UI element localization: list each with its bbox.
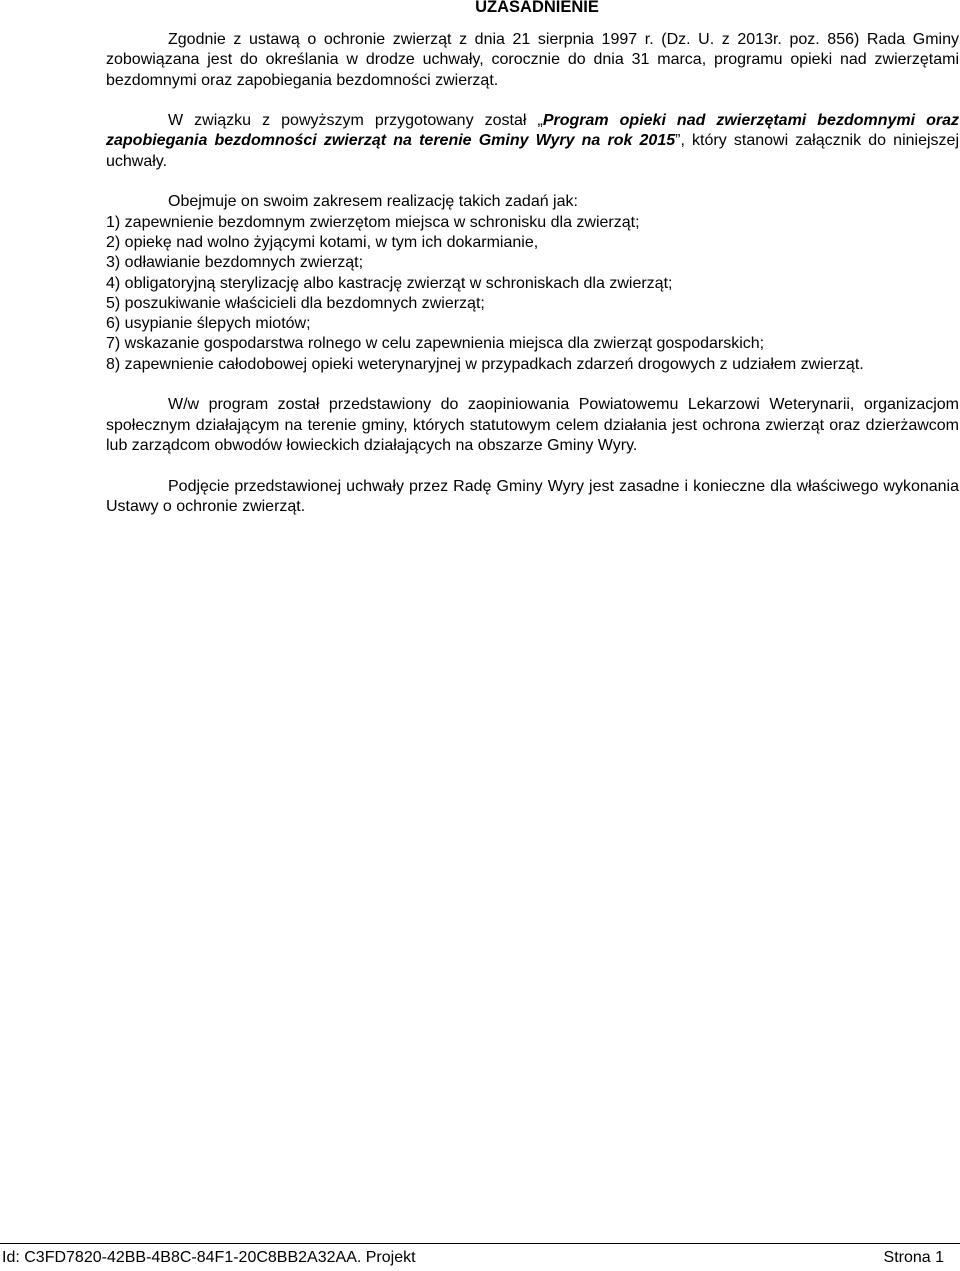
list-item: 3) odławianie bezdomnych zwierząt;	[106, 254, 364, 272]
page-number: Strona 1	[883, 1249, 944, 1266]
program-name: Program opieki nad zwierzętami bezdomnymi oraz zapobiegania bezdomności zwierząt na terenie Gminy Wyry na rok 2015	[106, 112, 960, 150]
paragraph-justification: Podjęcie przedstawionej uchwały przez Radę Gminy Wyry jest zasadne i konieczne dla właściwego wykonania Ustawy o ochronie zwierząt.	[106, 477, 959, 515]
paragraph-program-prepared-lead: W związku z powyższym przygotowany został „	[168, 112, 543, 130]
paragraph-legal-basis: Zgodnie z ustawą o ochronie zwierząt z dnia 21 sierpnia 1997 r. (Dz. U. z 2013r. poz. 856) Rada Gminy zobowiązana jest do określania w drodze uchwały, corocznie do dnia 31 marca, programu opieki nad zwierzętami bezdomnymi oraz zapobiegania bezdomności zwierząt.	[106, 31, 959, 89]
list-item: 7) wskazanie gospodarstwa rolnego w celu zapewnienia miejsca dla zwierząt gospodarskich;	[106, 335, 765, 353]
list-item: 6) usypianie ślepych miotów;	[106, 315, 311, 333]
list-item: 2) opiekę nad wolno żyjącymi kotami, w tym ich dokarmianie,	[106, 233, 539, 251]
paragraph-consultation: W/w program został przedstawiony do zaopiniowania Powiatowemu Lekarzowi Weterynarii, organizacjom społecznym działającym na terenie gminy, których statutowym celem działania jest ochrona zwierząt oraz dzierżawcom lub zarządcom obwodów łowieckich działających na obszarze Gminy Wyry.	[106, 396, 959, 454]
document-title: UZASADNIENIE	[475, 0, 599, 16]
list-item: 1) zapewnienie bezdomnym zwierzętom miejsca w schronisku dla zwierząt;	[106, 213, 640, 231]
document-body	[106, 30, 959, 537]
paragraph-program-prepared	[106, 111, 959, 172]
list-item: 4) obligatoryjną sterylizację albo kastrację zwierząt w schroniskach dla zwierząt;	[106, 274, 673, 292]
list-item: 8) zapewnienie całodobowej opieki weterynaryjnej w przypadkach zdarzeń drogowych z udziałem zwierząt.	[106, 355, 864, 373]
tasks-intro: Obejmuje on swoim zakresem realizację takich zadań jak:	[168, 193, 578, 211]
document-id: Id: C3FD7820-42BB-4B8C-84F1-20C8BB2A32AA. Projekt	[2, 1249, 416, 1266]
page-footer	[0, 1243, 960, 1271]
list-item: 5) poszukiwanie właścicieli dla bezdomnych zwierząt;	[106, 294, 485, 312]
paragraph-program-prepared-tail: ”, który stanowi załącznik do niniejszej uchwały.	[106, 132, 959, 170]
tasks-list	[106, 213, 959, 375]
